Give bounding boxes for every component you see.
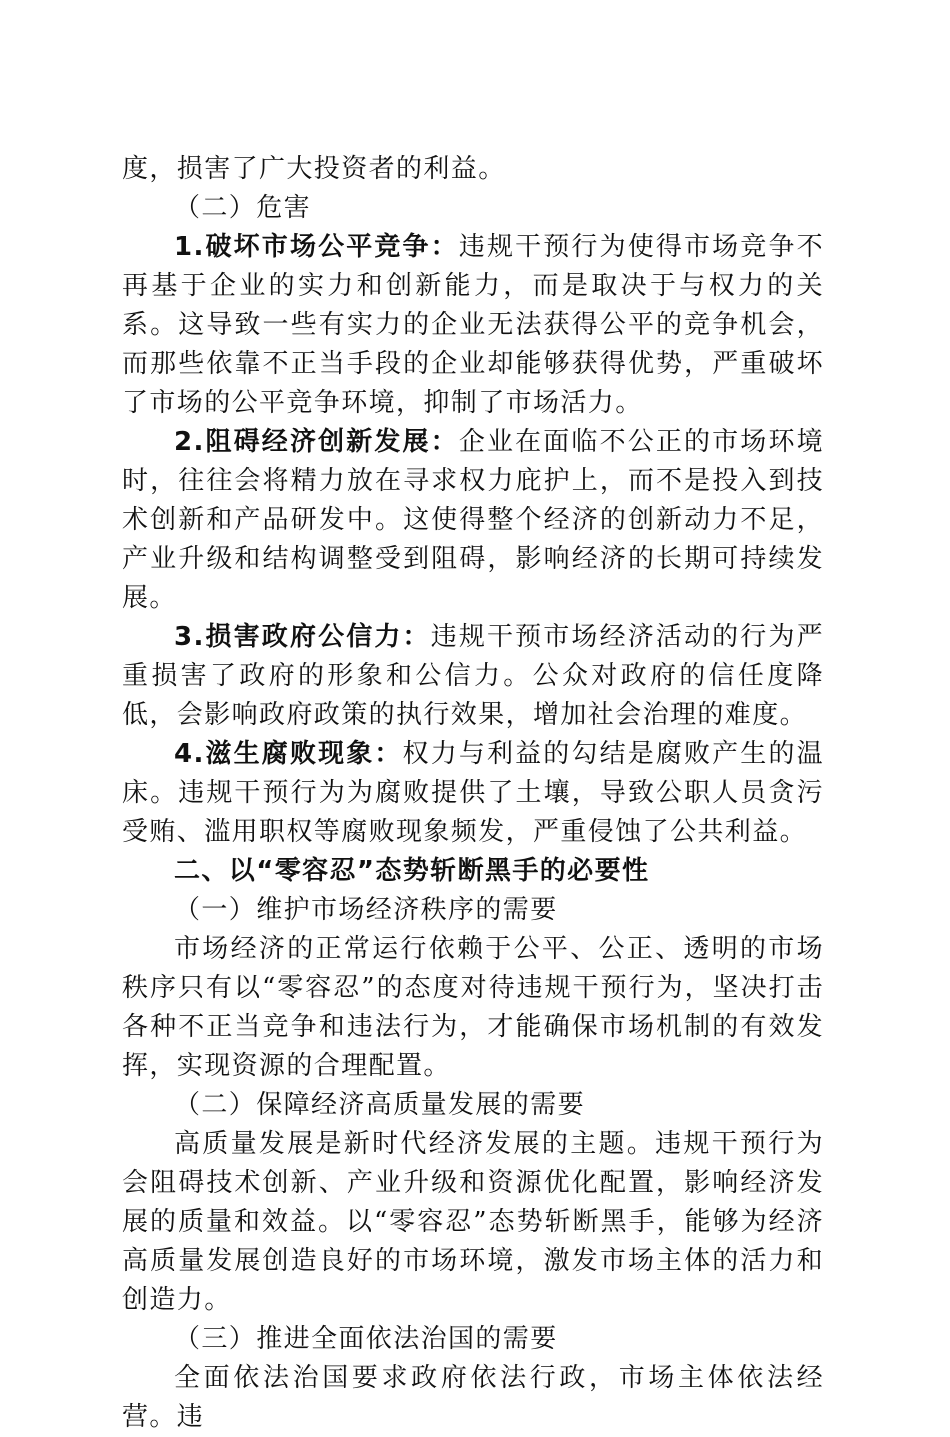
- paragraph-harm-2: [122, 423, 824, 618]
- section-heading-harm: （二）危害: [174, 193, 312, 223]
- paragraph-harm-3-text: 违规干预市场经济活动的行为严重损害了政府的形象和公信力。公众对政府的信任度降低，会影响政府政策的执行效果，增加社会治理的难度。: [122, 622, 824, 730]
- paragraph-harm-3: [122, 618, 824, 735]
- document-body: [122, 150, 824, 1437]
- paragraph-harm-1-lead: 1.破坏市场公平竞争：: [174, 232, 459, 262]
- paragraph-harm-3-lead: 3.损害政府公信力：: [174, 622, 431, 652]
- section-heading-necessity: 二、以“零容忍”态势斩断黑手的必要性: [174, 856, 650, 886]
- paragraph-harm-2-lead: 2.阻碍经济创新发展：: [174, 427, 459, 457]
- paragraph-high-quality: 高质量发展是新时代经济发展的主题。违规干预行为会阻碍技术创新、产业升级和资源优化配置，影响经济发展的质量和效益。以“零容忍”态势斩断黑手，能够为经济高质量发展创造良好的市场环境，激发市场主体的活力和创造力。: [122, 1129, 824, 1315]
- paragraph-rule-of-law: 全面依法治国要求政府依法行政，市场主体依法经营。违: [122, 1363, 824, 1432]
- subsection-heading-3: （三）推进全面依法治国的需要: [174, 1324, 558, 1354]
- subsection-heading-1: （一）维护市场经济秩序的需要: [174, 895, 558, 925]
- paragraph-continuation: 度，损害了广大投资者的利益。: [122, 154, 506, 184]
- paragraph-harm-4-lead: 4.滋生腐败现象：: [174, 739, 403, 769]
- paragraph-harm-4: [122, 735, 824, 852]
- paragraph-harm-4-text: 权力与利益的勾结是腐败产生的温床。违规干预行为为腐败提供了土壤，导致公职人员贪污受贿、滥用职权等腐败现象频发，严重侵蚀了公共利益。: [122, 739, 824, 847]
- subsection-heading-2: （二）保障经济高质量发展的需要: [174, 1090, 586, 1120]
- paragraph-harm-1-text: 违规干预行为使得市场竞争不再基于企业的实力和创新能力，而是取决于与权力的关系。这导致一些有实力的企业无法获得公平的竞争机会，而那些依靠不正当手段的企业却能够获得优势，严重破坏了市场的公平竞争环境，抑制了市场活力。: [122, 232, 825, 418]
- paragraph-market-order: 市场经济的正常运行依赖于公平、公正、透明的市场秩序只有以“零容忍”的态度对待违规干预行为，坚决打击各种不正当竞争和违法行为，才能确保市场机制的有效发挥，实现资源的合理配置。: [122, 934, 824, 1081]
- paragraph-harm-1: [122, 228, 824, 423]
- paragraph-harm-2-text: 企业在面临不公正的市场环境时，往往会将精力放在寻求权力庇护上，而不是投入到技术创新和产品研发中。这使得整个经济的创新动力不足，产业升级和结构调整受到阻碍，影响经济的长期可持续发展。: [122, 427, 825, 613]
